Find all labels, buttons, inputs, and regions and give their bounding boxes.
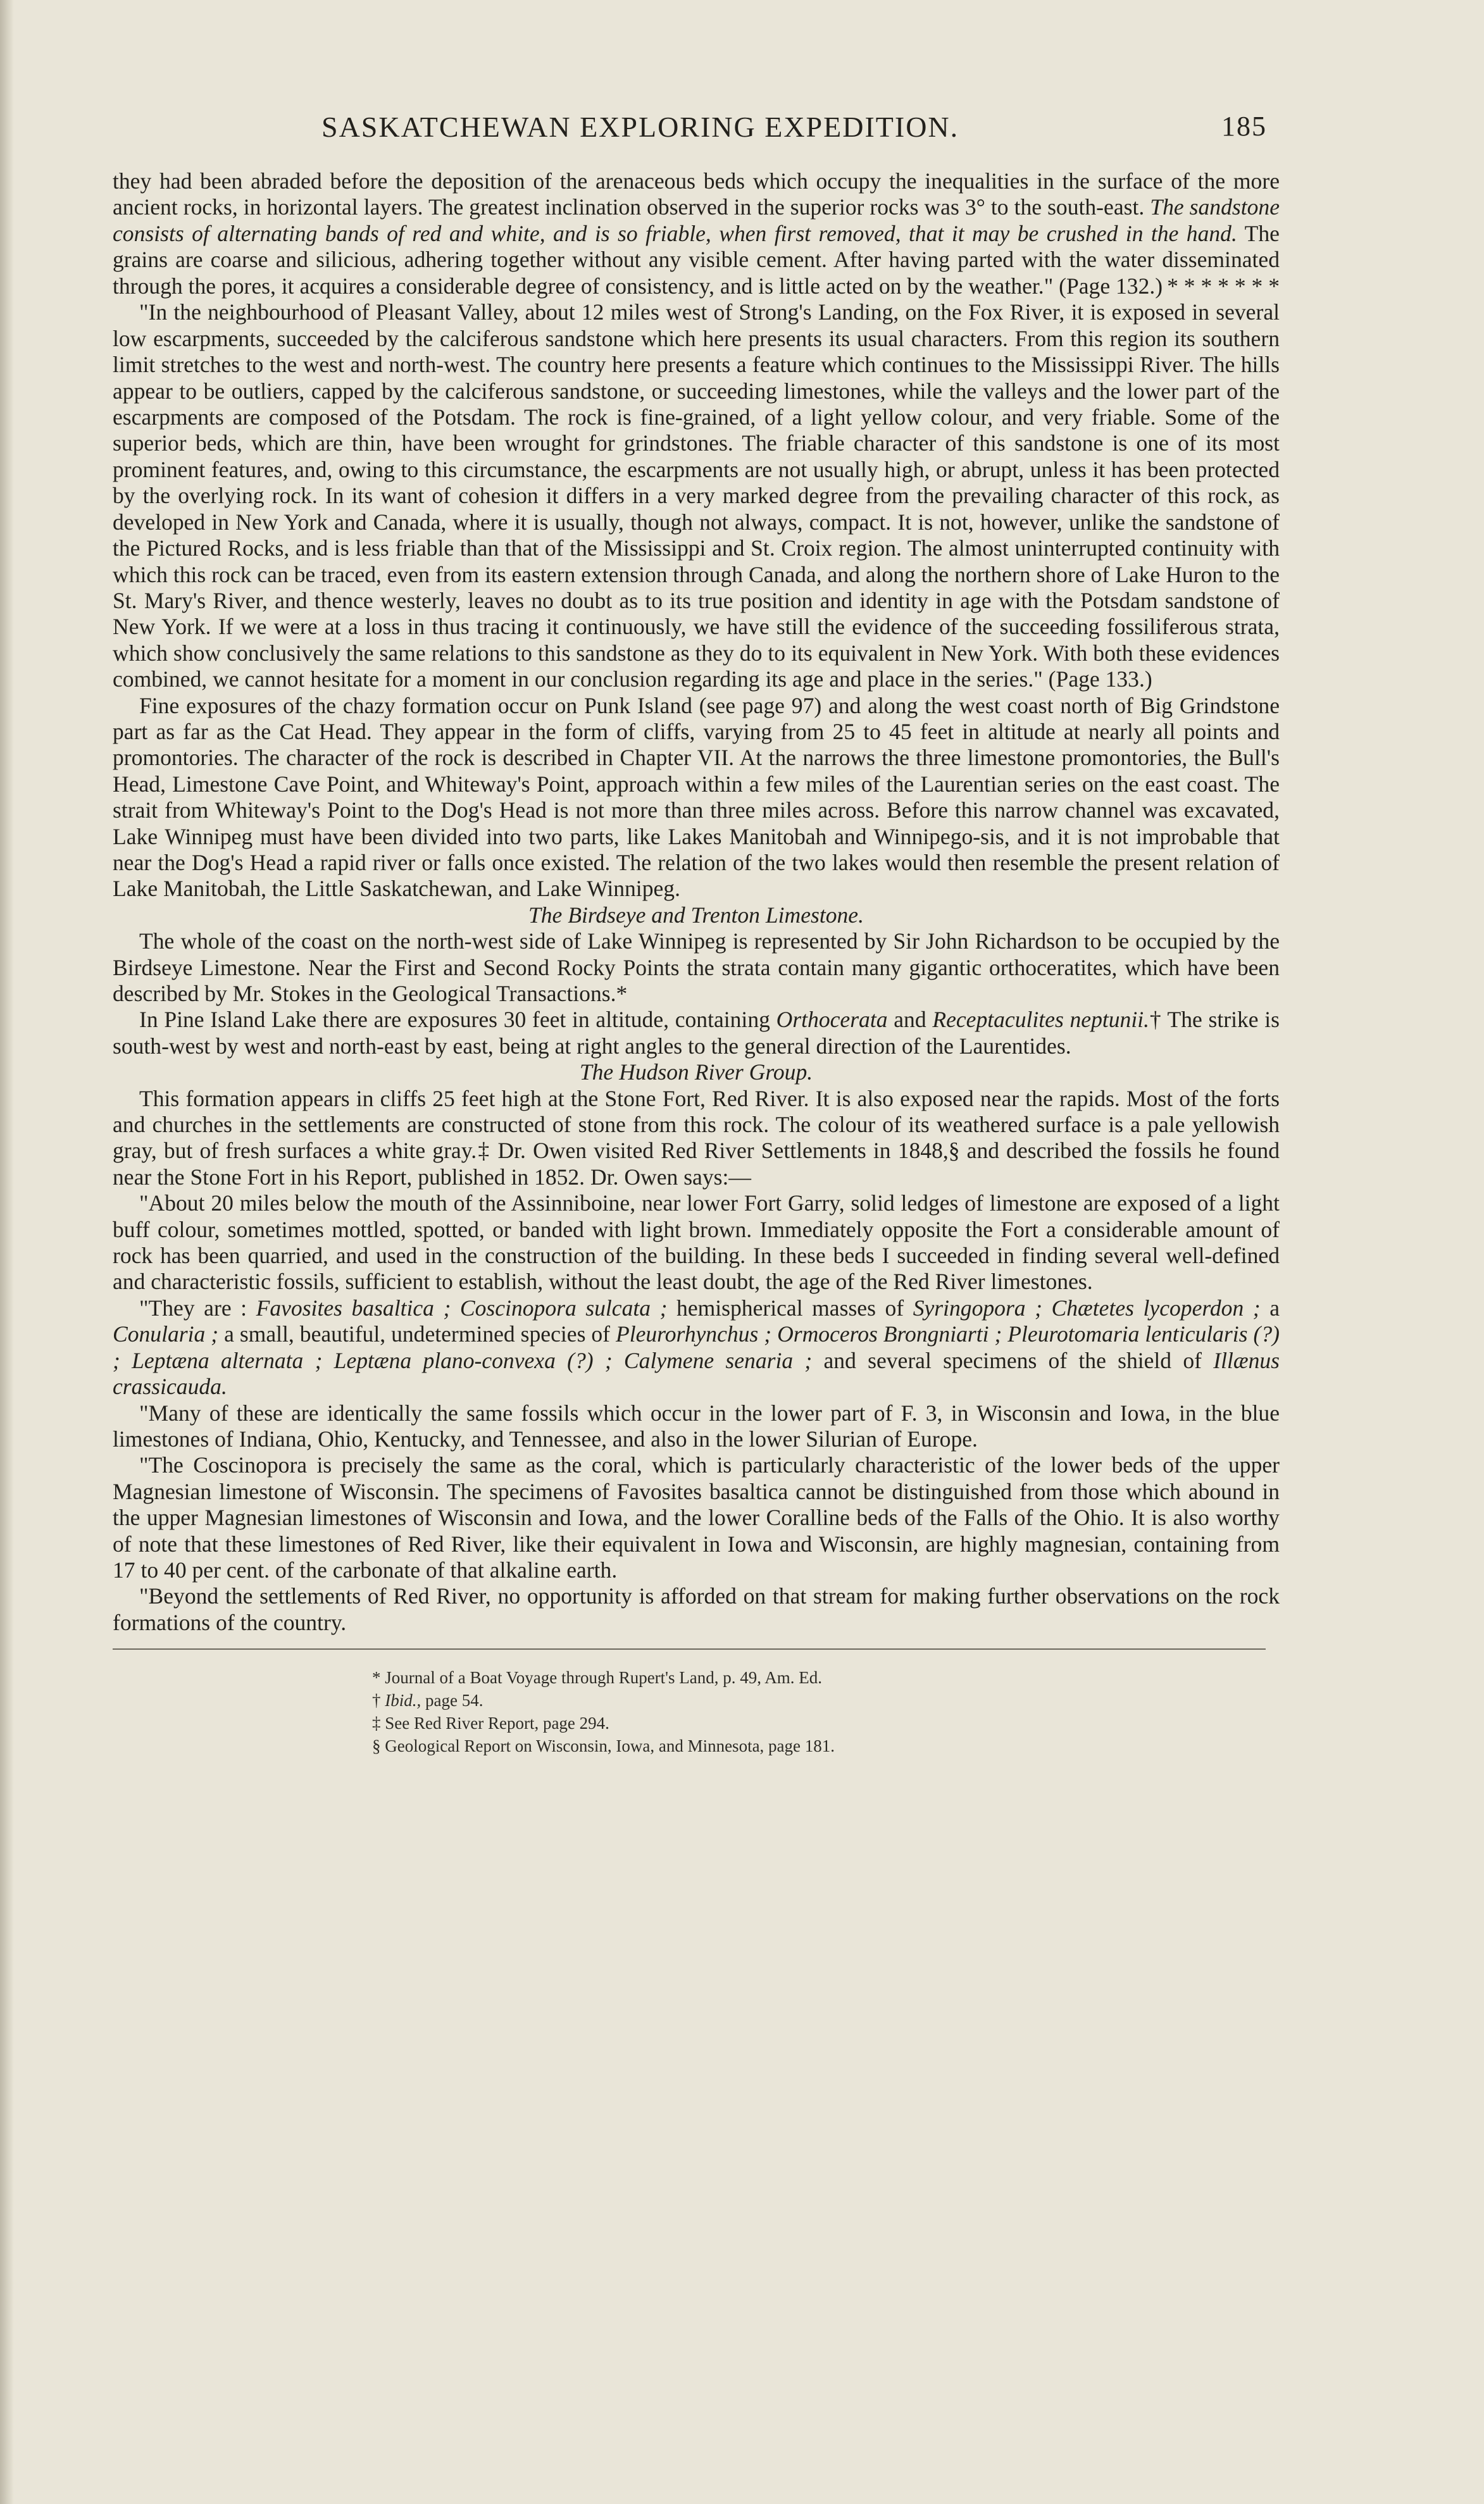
p5-italic-2: Receptaculites neptunii.	[932, 1007, 1149, 1033]
p8-d: a small, beautiful, undetermined species of	[224, 1321, 611, 1347]
section-heading-hudson: The Hudson River Group.	[579, 1059, 813, 1085]
binding-shadow	[0, 0, 14, 2504]
p1-text: they had been abraded before the deposition of the arenaceous beds which occupy the inequalities in the surface of the more ancient rocks, in horizontal layers. The greatest inclination observed in the superior rocks was 3° to the south-east.	[113, 168, 1280, 220]
paragraph-11: "Beyond the settlements of Red River, no opportunity is afforded on that stream for making further observations on the rock formations of the country.	[113, 1583, 1280, 1635]
footnote-2-italic: Ibid.,	[385, 1691, 421, 1710]
ellipsis-stars: * * * * * * *	[1167, 273, 1280, 299]
footnote-2-rest: page 54.	[425, 1691, 483, 1710]
footnote-2	[372, 1689, 1280, 1712]
p1-italic: The sandstone consists of alternating bands of red and white, and is so friable, when first removed, that it may be crushed in the hand.	[113, 194, 1280, 246]
p1-end: The grains are coarse and silicious, adhering together without any visible cement. After having parted with the water disseminated through the pores, it acquires a considerable degree of consistency, and is little acted on by the weather." (Page 132.)	[113, 220, 1280, 299]
footnote-4: § Geological Report on Wisconsin, Iowa, and Minnesota, page 181.	[372, 1736, 835, 1756]
p8-italic-5: Illænus crassicauda.	[113, 1347, 1280, 1400]
paragraph-1	[113, 168, 1280, 299]
footnotes	[372, 1666, 1280, 1757]
document-page	[113, 106, 1280, 2460]
p8-italic-2: Syringopora ; Chætetes lycoperdon ;	[913, 1295, 1261, 1321]
paragraph-9: "Many of these are identically the same fossils which occur in the lower part of F. 3, in Wisconsin and Iowa, in the blue limestones of Indiana, Ohio, Kentucky, and Tennessee, and also in the lower Silurian of Europe.	[113, 1400, 1280, 1452]
paragraph-10: "The Coscinopora is precisely the same as the coral, which is particularly characteristic of the lower beds of the upper Magnesian limestone of Wisconsin. The specimens of Favosites basaltica cannot be distinguished from those which abound in the upper Magnesian limestones of Wisconsin and Iowa, and the lower Coralline beds of the Falls of the Ohio. It is also worthy of note that these limestones of Red River, like their equivalent in Iowa and Wisconsin, are highly magnesian, containing from 17 to 40 per cent. of the carbonate of that alkaline earth.	[113, 1452, 1280, 1583]
paragraph-6: This formation appears in cliffs 25 feet high at the Stone Fort, Red River. It is also exposed near the rapids. Most of the forts and churches in the settlements are constructed of stone from this rock. The colour of its weathered surface is a pale yellowish gray, but of fresh surfaces a white gray.‡ Dr. Owen visited Red River Settlements in 1848,§ and described the fossils he found near the Stone Fort in his Report, published in 1852. Dr. Owen says:—	[113, 1085, 1280, 1190]
p8-e: and several specimens of the shield of	[823, 1347, 1202, 1373]
paragraph-4: The whole of the coast on the north-west side of Lake Winnipeg is represented by Sir John Richardson to be occupied by the Birdseye Limestone. Near the First and Second Rocky Points the strata contain many gigantic orthoceratites, which have been described by Mr. Stokes in the Geological Transactions.*	[113, 928, 1280, 1006]
paragraph-8	[113, 1295, 1280, 1400]
p8-italic-3: Conularia ;	[113, 1321, 219, 1347]
p8-c: a	[1269, 1295, 1280, 1321]
p5-c: † The strike is south-west by west and north-east by east, being at right angles to the general direction of the Laurentides.	[113, 1007, 1280, 1059]
paragraph-3: Fine exposures of the chazy formation occur on Punk Island (see page 97) and along the west coast north of Big Grindstone part as far as the Cat Head. They appear in the form of cliffs, varying from 25 to 45 feet in altitude at nearly all points and promontories. The character of the rock is described in Chapter VII. At the narrows the three limestone promontories, the Bull's Head, Limestone Cave Point, and Whiteway's Point, approach within a few miles of the Laurentian series on the east coast. The strait from Whiteway's Point to the Dog's Head is not more than three miles across. Before this narrow channel was excavated, Lake Winnipeg must have been divided into two parts, like Lakes Manitobah and Winnipego-sis, and it is not improbable that near the Dog's Head a rapid river or falls once existed. The relation of the two lakes would then resemble the present relation of Lake Manitobah, the Little Saskatchewan, and Lake Winnipeg.	[113, 692, 1280, 902]
section-heading-birdseye: The Birdseye and Trenton Limestone.	[528, 902, 864, 928]
p5-italic-1: Orthocerata	[776, 1007, 888, 1033]
body-text	[113, 168, 1280, 1636]
running-header	[113, 106, 1280, 159]
paragraph-5	[113, 1007, 1280, 1059]
page-number: 185	[1221, 111, 1267, 142]
running-title: SASKATCHEWAN EXPLORING EXPEDITION.	[321, 111, 959, 143]
p8-italic-4: Pleurorhynchus ; Ormoceros Brongniarti ; Pleurotomaria lenticularis (?) ; Leptæna alternata ; Leptæna plano-convexa (?) ; Calymene senaria ;	[113, 1321, 1280, 1373]
p8-a: "They are :	[139, 1295, 247, 1321]
footnote-2-mark: †	[372, 1691, 381, 1710]
p8-italic-1: Favosites basaltica ; Coscinopora sulcata ;	[256, 1295, 668, 1321]
p8-b: hemispherical masses of	[677, 1295, 904, 1321]
paragraph-7: "About 20 miles below the mouth of the Assinniboine, near lower Fort Garry, solid ledges of limestone are exposed of a light buff colour, sometimes mottled, spotted, or banded with light brown. Immediately opposite the Fort a considerable amount of rock has been quarried, and used in the construction of the building. In these beds I succeeded in finding several well-defined and characteristic fossils, sufficient to establish, without the least doubt, the age of the Red River limestones.	[113, 1190, 1280, 1295]
p5-a: In Pine Island Lake there are exposures 30 feet in altitude, containing	[139, 1007, 770, 1033]
paragraph-2: "In the neighbourhood of Pleasant Valley, about 12 miles west of Strong's Landing, on the Fox River, it is exposed in several low escarpments, succeeded by the calciferous sandstone which here presents its usual characters. From this region its southern limit stretches to the west and north-west. The country here presents a feature which continues to the Mississippi River. The hills appear to be outliers, capped by the calciferous sandstone, or succeeding limestones, while the valleys and the lower part of the escarpments are composed of the Potsdam. The rock is fine-grained, of a light yellow colour, and very friable. Some of the superior beds, which are thin, have been wrought for grindstones. The friable character of this sandstone is one of its most prominent features, and, owing to this circumstance, the escarpments are not usually high, or abrupt, unless it has been protected by the overlying rock. In its want of cohesion it differs in a very marked degree from the prevailing character of this rock, as developed in New York and Canada, where it is usually, though not always, compact. It is not, however, unlike the sandstone of the Pictured Rocks, and is less friable than that of the Mississippi and St. Croix region. The almost uninterrupted continuity with which this rock can be traced, even from its eastern extension through Canada, and along the northern shore of Lake Huron to the St. Mary's River, and thence westerly, leaves no doubt as to its true position and identity in age with the Potsdam sandstone of New York. If we were at a loss in thus tracing it continuously, we have still the evidence of the succeeding fossiliferous strata, which show conclusively the same relations to this sandstone as they do to its equivalent in New York. With both these evidences combined, we cannot hesitate for a moment in our conclusion regarding its age and place in the series." (Page 133.)	[113, 299, 1280, 692]
footnote-divider	[113, 1648, 1266, 1650]
footnote-1: * Journal of a Boat Voyage through Rupert's Land, p. 49, Am. Ed.	[372, 1668, 823, 1688]
p5-b: and	[894, 1007, 926, 1033]
footnote-3: ‡ See Red River Report, page 294.	[372, 1714, 609, 1733]
